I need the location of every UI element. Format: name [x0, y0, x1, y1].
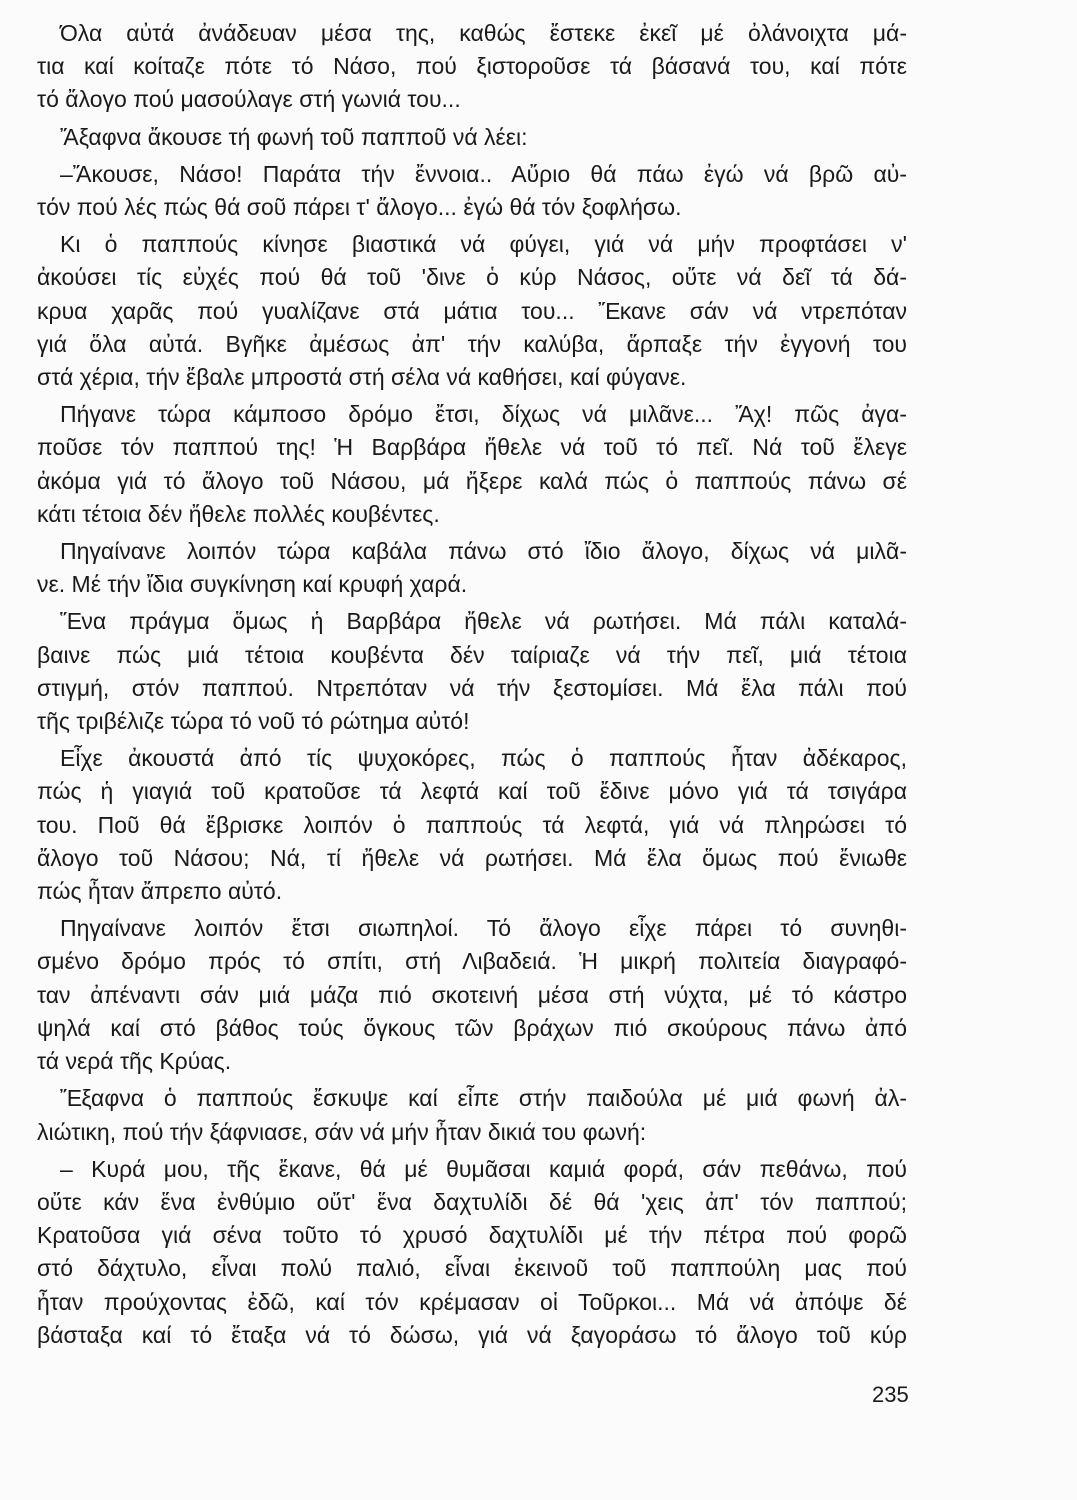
text-line: λιώτικη, πού τήν ξάφνιασε, σάν νά μήν ἦταν δικιά του φωνή:	[37, 1118, 647, 1145]
text-line: στό δάχτυλο, εἶναι πολύ παλιό, εἶναι ἐκεινοῦ τοῦ παππούλη μας πού	[37, 1255, 907, 1282]
text-line: Πήγανε τώρα κάμποσο δρόμο ἔτσι, δίχως νά μιλᾶνε... Ἄχ! πῶς ἀγα-	[60, 401, 907, 428]
text-line: –Ἄκουσε, Νάσο! Παράτα τήν ἔννοια.. Αὔριο θά πάω ἐγώ νά βρῶ αὐ-	[60, 160, 907, 187]
paragraph	[37, 121, 907, 154]
text-line: Κι ὁ παππούς κίνησε βιαστικά νά φύγει, γιά νά μήν προφτάσει ν'	[60, 231, 907, 258]
text-line: σμένο δρόμο πρός τό σπίτι, στή Λιβαδειά. Ἡ μικρή πολιτεία διαγραφό-	[37, 948, 907, 975]
text-line: γιά ὅλα αὐτά. Βγῆκε ἀμέσως ἀπ' τήν καλύβα, ἅρπαξε τήν ἐγγονή του	[37, 330, 907, 357]
paragraph	[37, 228, 907, 394]
paragraph	[37, 1082, 907, 1148]
paragraph	[37, 17, 907, 117]
text-line: πώς ἡ γιαγιά τοῦ κρατοῦσε τά λεφτά καί τοῦ ἔδινε μόνο γιά τά τσιγάρα	[37, 778, 907, 805]
text-line: οὔτε κάν ἕνα ἐνθύμιο οὔτ' ἕνα δαχτυλίδι δέ θά 'χεις ἀπ' τόν παππού;	[37, 1188, 907, 1215]
text-line: κάτι τέτοια δέν ἤθελε πολλές κουβέντες.	[37, 500, 440, 527]
paragraph	[37, 605, 907, 738]
paragraph	[37, 1153, 907, 1352]
text-line: ταν ἀπέναντι σάν μιά μάζα πιό σκοτεινή μέσα στή νύχτα, μέ τό κάστρο	[37, 981, 907, 1008]
text-line: στιγμή, στόν παππού. Ντρεπόταν νά τήν ξεστομίσει. Μά ἔλα πάλι πού	[37, 674, 907, 701]
text-line: νε. Μέ τήν ἴδια συγκίνηση καί κρυφή χαρά.	[37, 571, 468, 598]
text-line: – Κυρά μου, τῆς ἔκανε, θά μέ θυμᾶσαι καμιά φορά, σάν πεθάνω, πού	[60, 1155, 907, 1182]
text-line: ἀκόμα γιά τό ἄλογο τοῦ Νάσου, μά ἤξερε καλά πώς ὁ παππούς πάνω σέ	[37, 467, 907, 494]
paragraph	[37, 535, 907, 601]
text-line: τά νερά τῆς Κρύας.	[37, 1048, 232, 1075]
text-line: τό ἄλογο πού μασούλαγε στή γωνιά του...	[37, 86, 461, 113]
text-line: κρυα χαρᾶς πού γυαλίζανε στά μάτια του... Ἔκανε σάν νά ντρεπόταν	[37, 297, 907, 324]
text-line: ἦταν προύχοντας ἐδῶ, καί τόν κρέμασαν οἱ Τοῦρκοι... Μά νά ἀπόψε δέ	[37, 1288, 907, 1315]
text-line: Όλα αὐτά ἀνάδευαν μέσα της, καθώς ἔστεκε ἐκεῖ μέ ὀλάνοιχτα μά-	[60, 20, 907, 46]
text-line: Πηγαίνανε λοιπόν τώρα καβάλα πάνω στό ἴδιο ἄλογο, δίχως νά μιλᾶ-	[60, 538, 907, 565]
paragraph	[37, 158, 907, 224]
paragraph	[37, 398, 907, 531]
page-number: 235	[872, 1382, 909, 1407]
text-line: πώς ἦταν ἄπρεπο αὐτό.	[37, 878, 283, 905]
text-line: Ἔξαφνα ὁ παππούς ἔσκυψε καί εἶπε στήν παιδούλα μέ μιά φωνή ἀλ-	[60, 1085, 907, 1112]
text-line: τῆς τριβέλιζε τώρα τό νοῦ τό ρώτημα αὐτό!	[37, 708, 470, 735]
text-line: ψηλά καί στό βάθος τούς ὄγκους τῶν βράχων πιό σκούρους πάνω ἀπό	[37, 1014, 907, 1041]
text-line: τια καί κοίταζε πότε τό Νάσο, πού ξιστοροῦσε τά βάσανά του, καί πότε	[37, 53, 907, 80]
text-line: Ἕνα πράγμα ὅμως ἡ Βαρβάρα ἤθελε νά ρωτήσει. Μά πάλι καταλά-	[60, 608, 907, 635]
paragraph	[37, 742, 907, 908]
body-text	[37, 17, 907, 1356]
text-line: ἄλογο τοῦ Νάσου; Νά, τί ἤθελε νά ρωτήσει. Μά ἔλα ὅμως πού ἔνιωθε	[37, 844, 907, 871]
text-line: ἀκούσει τίς εὐχές πού θά τοῦ 'δινε ὁ κύρ Νάσος, οὔτε νά δεῖ τά δά-	[37, 264, 907, 291]
text-line: ποῦσε τόν παππού της! Ἡ Βαρβάρα ἤθελε νά τοῦ τό πεῖ. Νά τοῦ ἔλεγε	[37, 434, 907, 461]
text-line: τόν πού λές πώς θά σοῦ πάρει τ' ἄλογο... ἐγώ θά τόν ξοφλήσω.	[37, 194, 682, 221]
text-line: βάσταξα καί τό ἔταξα νά τό δώσω, γιά νά ξαγοράσω τό ἄλογο τοῦ κύρ	[37, 1321, 907, 1348]
text-line: βαινε πώς μιά τέτοια κουβέντα δέν ταίριαζε νά τήν πεῖ, μιά τέτοια	[37, 641, 907, 668]
text-line: Πηγαίνανε λοιπόν ἔτσι σιωπηλοί. Τό ἄλογο εἶχε πάρει τό συνηθι-	[60, 915, 907, 942]
text-line: Ἄξαφνα ἄκουσε τή φωνή τοῦ παπποῦ νά λέει:	[60, 123, 528, 150]
text-line: του. Ποῦ θά ἔβρισκε λοιπόν ὁ παππούς τά λεφτά, γιά νά πληρώσει τό	[37, 811, 907, 838]
text-line: Κρατοῦσα γιά σένα τοῦτο τό χρυσό δαχτυλίδι μέ τήν πέτρα πού φορῶ	[37, 1222, 907, 1249]
text-line: Εἶχε ἀκουστά ἀπό τίς ψυχοκόρες, πώς ὁ παππούς ἦταν ἀδέκαρος,	[60, 745, 907, 772]
text-line: στά χέρια, τήν ἔβαλε μπροστά στή σέλα νά καθήσει, καί φύγανε.	[37, 364, 687, 391]
paragraph	[37, 912, 907, 1078]
